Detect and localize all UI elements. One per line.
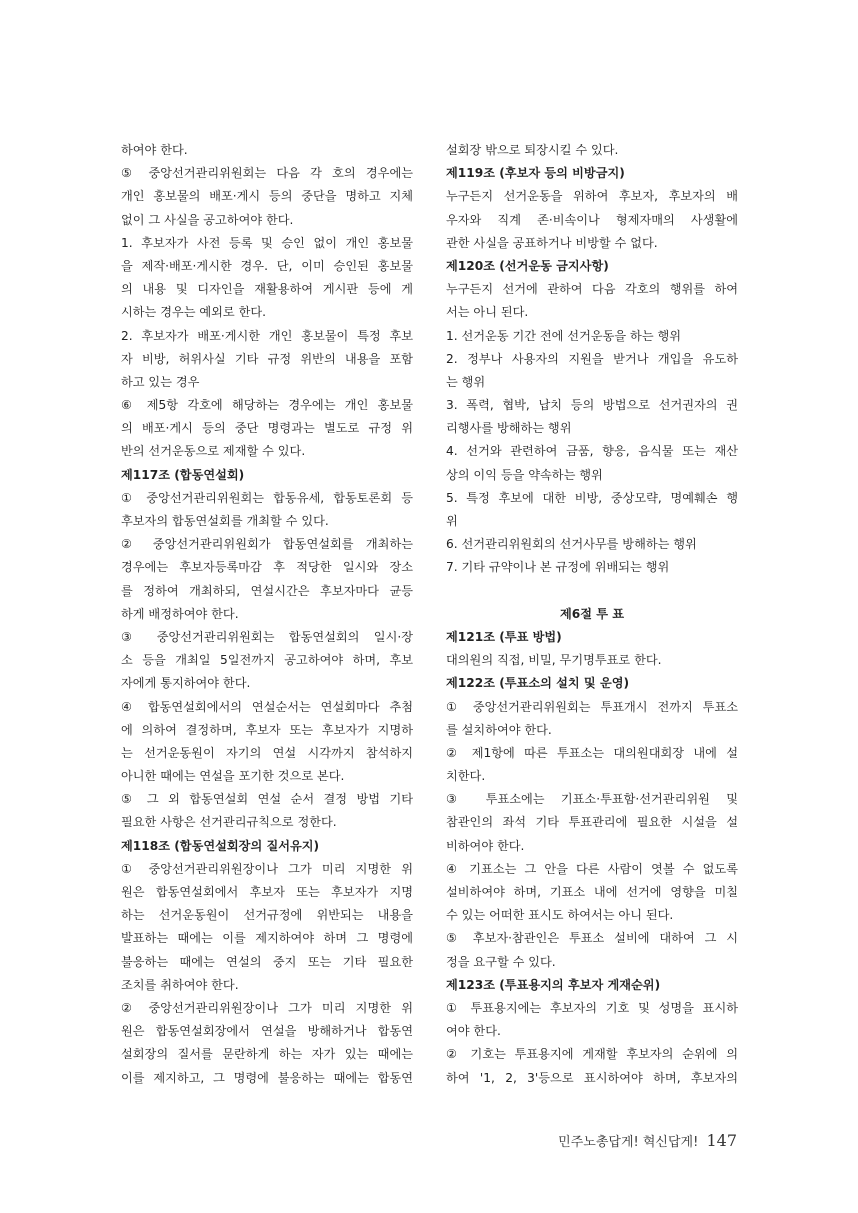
- text-line: 하고 있는 경우: [121, 374, 200, 389]
- text-line: 반의 선거운동으로 제재할 수 있다.: [121, 444, 306, 459]
- text-line: 하여 '1, 2, 3'등으로 표시하여야 하며, 후보자의: [446, 1070, 738, 1085]
- text-line: 수 있는 어떠한 표시도 하여서는 아니 된다.: [446, 908, 674, 923]
- article-heading: 제121조 (투표 방법): [446, 629, 562, 644]
- blank-line: [446, 580, 738, 603]
- text-line: 불응하는 때에는 연설의 중지 또는 기타 필요한: [121, 954, 413, 969]
- article-heading: 제118조 (합동연설회장의 질서유지): [121, 838, 320, 853]
- text-line: ② 기호는 투표용지에 게재할 후보자의 순위에 의: [446, 1047, 738, 1062]
- text-line: ② 중앙선거관리위원회가 합동연설회를 개최하는: [121, 537, 413, 552]
- text-line: 경우에는 후보자등록마감 후 적당한 일시와 장소: [121, 560, 413, 575]
- page-footer: [558, 1131, 737, 1150]
- text-line: 개인 홍보물의 배포·게시 등의 중단을 명하고 지체: [121, 189, 413, 204]
- text-line: 우자와 직계 존·비속이나 형제자매의 사생활에: [446, 212, 738, 227]
- text-line: 하는 선거운동원이 선거규정에 위반되는 내용을: [121, 908, 413, 923]
- text-line: ① 투표용지에는 후보자의 기호 및 성명을 표시하: [446, 1000, 738, 1015]
- text-line: 하여야 한다.: [121, 143, 188, 157]
- text-line: 원은 합동연설회에서 후보자 또는 후보자가 지명: [121, 885, 413, 899]
- text-line: 상의 이익 등을 약속하는 행위: [446, 467, 603, 482]
- text-line: ③ 중앙선거관리위원회는 합동연설회의 일시·장: [121, 629, 413, 644]
- text-line: 는 선거운동원이 자기의 연설 시각까지 참석하지: [121, 745, 413, 760]
- text-line: 설회장 밖으로 퇴장시킬 수 있다.: [446, 143, 619, 157]
- text-line: ⑤ 중앙선거관리위원회는 다음 각 호의 경우에는: [121, 166, 413, 181]
- text-line: ② 제1항에 따른 투표소는 대의원대회장 내에 설: [446, 745, 738, 760]
- text-line: 소 등을 개최일 5일전까지 공고하여야 하며, 후보: [121, 653, 413, 668]
- text-line: 아니한 때에는 연설을 포기한 것으로 본다.: [121, 769, 345, 784]
- text-line: ⑤ 그 외 합동연설회 연설 순서 결정 방법 기타: [121, 792, 413, 807]
- text-line: 의 배포·게시 등의 중단 명령과는 별도로 규정 위: [121, 421, 413, 436]
- text-line: 후보자의 합동연설회를 개최할 수 있다.: [121, 514, 329, 528]
- text-line: 정을 요구할 수 있다.: [446, 954, 556, 969]
- text-line: 3. 폭력, 협박, 납치 등의 방법으로 선거권자의 권: [446, 398, 738, 413]
- text-line: 발표하는 때에는 이를 제지하여야 하며 그 명령에: [121, 931, 413, 946]
- text-line: 설비하여야 하며, 기표소 내에 선거에 영향을 미칠: [446, 885, 738, 899]
- text-line: 5. 특정 후보에 대한 비방, 중상모략, 명예훼손 행: [446, 490, 738, 505]
- text-line: 치한다.: [446, 769, 486, 784]
- text-line: 여야 한다.: [446, 1024, 501, 1039]
- article-heading: 제122조 (투표소의 설치 및 운영): [446, 676, 630, 691]
- text-line: 대의원의 직접, 비밀, 무기명투표로 한다.: [446, 653, 662, 668]
- section-heading: 제6절 투 표: [559, 606, 625, 621]
- text-line: ⑤ 후보자·참관인은 투표소 설비에 대하여 그 시: [446, 931, 738, 946]
- text-line: 비하여야 한다.: [446, 838, 525, 853]
- text-line: 1. 선거운동 기간 전에 선거운동을 하는 행위: [446, 328, 682, 343]
- text-line: 의 내용 및 디자인을 재활용하여 게시판 등에 게: [121, 282, 413, 297]
- text-line: ⑥ 제5항 각호에 해당하는 경우에는 개인 홍보물: [121, 398, 413, 413]
- article-heading: 제120조 (선거운동 금지사항): [446, 258, 609, 273]
- text-line: 자에게 통지하여야 한다.: [121, 676, 251, 691]
- left-column: [121, 139, 413, 1090]
- text-line: ③ 투표소에는 기표소·투표함·선거관리위원 및: [446, 792, 738, 807]
- text-line: 에 의하여 결정하며, 후보자 또는 후보자가 지명하: [121, 722, 413, 737]
- text-line: 참관인의 좌석 기타 투표관리에 필요한 시설을 설: [446, 815, 738, 830]
- text-line: 를 설치하여야 한다.: [446, 722, 552, 737]
- footer-slogan: 민주노총답게! 혁신답게!: [558, 1135, 699, 1150]
- text-line: 이를 제지하고, 그 명령에 불응하는 때에는 합동연: [121, 1070, 413, 1085]
- text-line: 하게 배정하여야 한다.: [121, 606, 239, 621]
- article-heading: 제119조 (후보자 등의 비방금지): [446, 166, 625, 181]
- article-heading: 제117조 (합동연설회): [121, 467, 245, 482]
- article-heading: 제123조 (투표용지의 후보자 게재순위): [446, 977, 661, 992]
- text-line: 조치를 취하여야 한다.: [121, 977, 239, 992]
- text-line: 4. 선거와 관련하여 금품, 향응, 음식물 또는 재산: [446, 444, 738, 459]
- text-line: 시하는 경우는 예외로 한다.: [121, 305, 267, 320]
- text-line: 서는 아니 된다.: [446, 305, 529, 320]
- text-line: ① 중앙선거관리위원회는 투표개시 전까지 투표소: [446, 699, 738, 714]
- text-line: ② 중앙선거관리위원장이나 그가 미리 지명한 위: [121, 1000, 413, 1015]
- text-line: 관한 사실을 공표하거나 비방할 수 없다.: [446, 235, 658, 250]
- text-line: 필요한 사항은 선거관리규칙으로 정한다.: [121, 815, 337, 830]
- text-line: ④ 합동연설회에서의 연설순서는 연설회마다 추첨: [121, 699, 413, 714]
- right-column: [446, 139, 738, 1090]
- text-line: 을 제작·배포·게시한 경우. 단, 이미 승인된 홍보물: [121, 258, 413, 273]
- text-line: 누구든지 선거운동을 위하여 후보자, 후보자의 배: [446, 189, 738, 204]
- text-line: 리행사를 방해하는 행위: [446, 421, 572, 436]
- text-line: 7. 기타 규약이나 본 규정에 위배되는 행위: [446, 560, 670, 575]
- text-line: ① 중앙선거관리위원장이나 그가 미리 지명한 위: [121, 861, 413, 876]
- text-line: 1. 후보자가 사전 등록 및 승인 없이 개인 홍보물: [121, 235, 413, 250]
- text-line: ④ 기표소는 그 안을 다른 사람이 엿볼 수 없도록: [446, 861, 738, 876]
- text-line: 2. 정부나 사용자의 지원을 받거나 개입을 유도하: [446, 351, 738, 366]
- text-line: 없이 그 사실을 공고하여야 한다.: [121, 212, 294, 227]
- text-line: 를 정하여 개최하되, 연설시간은 후보자마다 균등: [121, 583, 413, 598]
- text-line: ① 중앙선거관리위원회는 합동유세, 합동토론회 등: [121, 490, 413, 505]
- text-line: 원은 합동연설회장에서 연설을 방해하거나 합동연: [121, 1024, 413, 1039]
- text-line: 누구든지 선거에 관하여 다음 각호의 행위를 하여: [446, 282, 738, 297]
- text-line: 위: [446, 514, 458, 528]
- text-line: 6. 선거관리위원회의 선거사무를 방해하는 행위: [446, 537, 697, 552]
- text-line: 는 행위: [446, 374, 486, 389]
- text-line: 2. 후보자가 배포·게시한 개인 홍보물이 특정 후보: [121, 328, 413, 343]
- page-number: 147: [706, 1131, 737, 1150]
- text-line: 설회장의 질서를 문란하게 하는 자가 있는 때에는: [121, 1047, 413, 1062]
- text-line: 자 비방, 허위사실 기타 규정 위반의 내용을 포함: [121, 351, 413, 366]
